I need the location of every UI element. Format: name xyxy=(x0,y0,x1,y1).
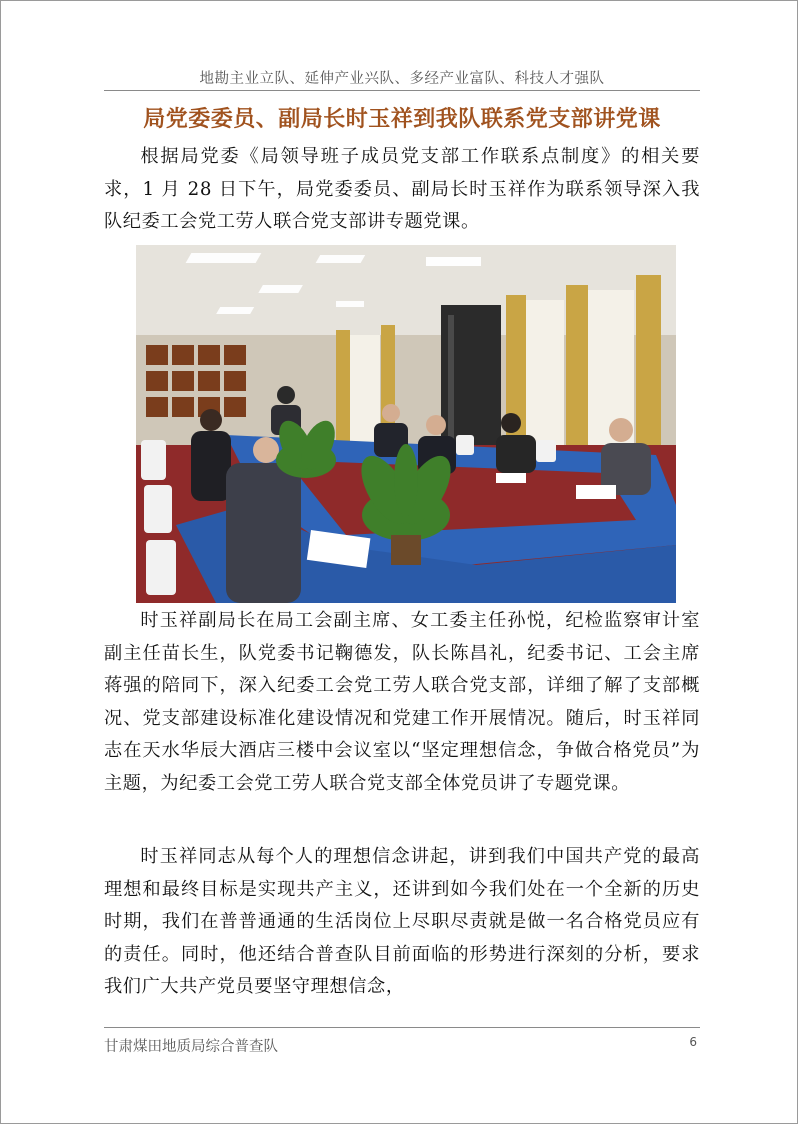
article-title: 局党委委员、副局长时玉祥到我队联系党支部讲党课 xyxy=(143,106,661,132)
meeting-photo xyxy=(136,245,676,603)
header-slogan: 地勘主业立队、延伸产业兴队、多经产业富队、科技人才强队 xyxy=(199,71,605,87)
paragraph-1: 根据局党委《局领导班子成员党支部工作联系点制度》的相关要求，1 月 28 日下午，局党委委员、副局长时玉祥作为联系领导深入我队纪委工会党工劳人联合党支部讲专题党课。 xyxy=(104,146,700,232)
paragraph-3: 时玉祥同志从每个人的理想信念讲起，讲到我们中国共产党的最高理想和最终目标是实现共产主义，还讲到如今我们处在一个全新的历史时期，我们在普普通通的生活岗位上尽职尽责就是做一名合格党员应有的责任。同时，他还结合普查队目前面临的形势进行深刻的分析，要求我们广大共产党员要坚守理想信念， xyxy=(104,846,700,997)
footer-organization: 甘肃煤田地质局综合普查队 xyxy=(104,1039,278,1055)
footer-divider xyxy=(104,1027,700,1028)
page-number: 6 xyxy=(689,1035,697,1049)
paragraph-2: 时玉祥副局长在局工会副主席、女工委主任孙悦，纪检监察审计室副主任苗长生，队党委书记鞠德发，队长陈昌礼，纪委书记、工会主席蒋强的陪同下，深入纪委工会党工劳人联合党支部，详细了解了支部概况、党支部建设标准化建设情况和党建工作开展情况。随后，时玉祥同志在天水华辰大酒店三楼中会议室以“坚定理想信念，争做合格党员”为主题，为纪委工会党工劳人联合党支部全体党员讲了专题党课。 xyxy=(104,610,700,794)
header-divider xyxy=(104,90,700,91)
